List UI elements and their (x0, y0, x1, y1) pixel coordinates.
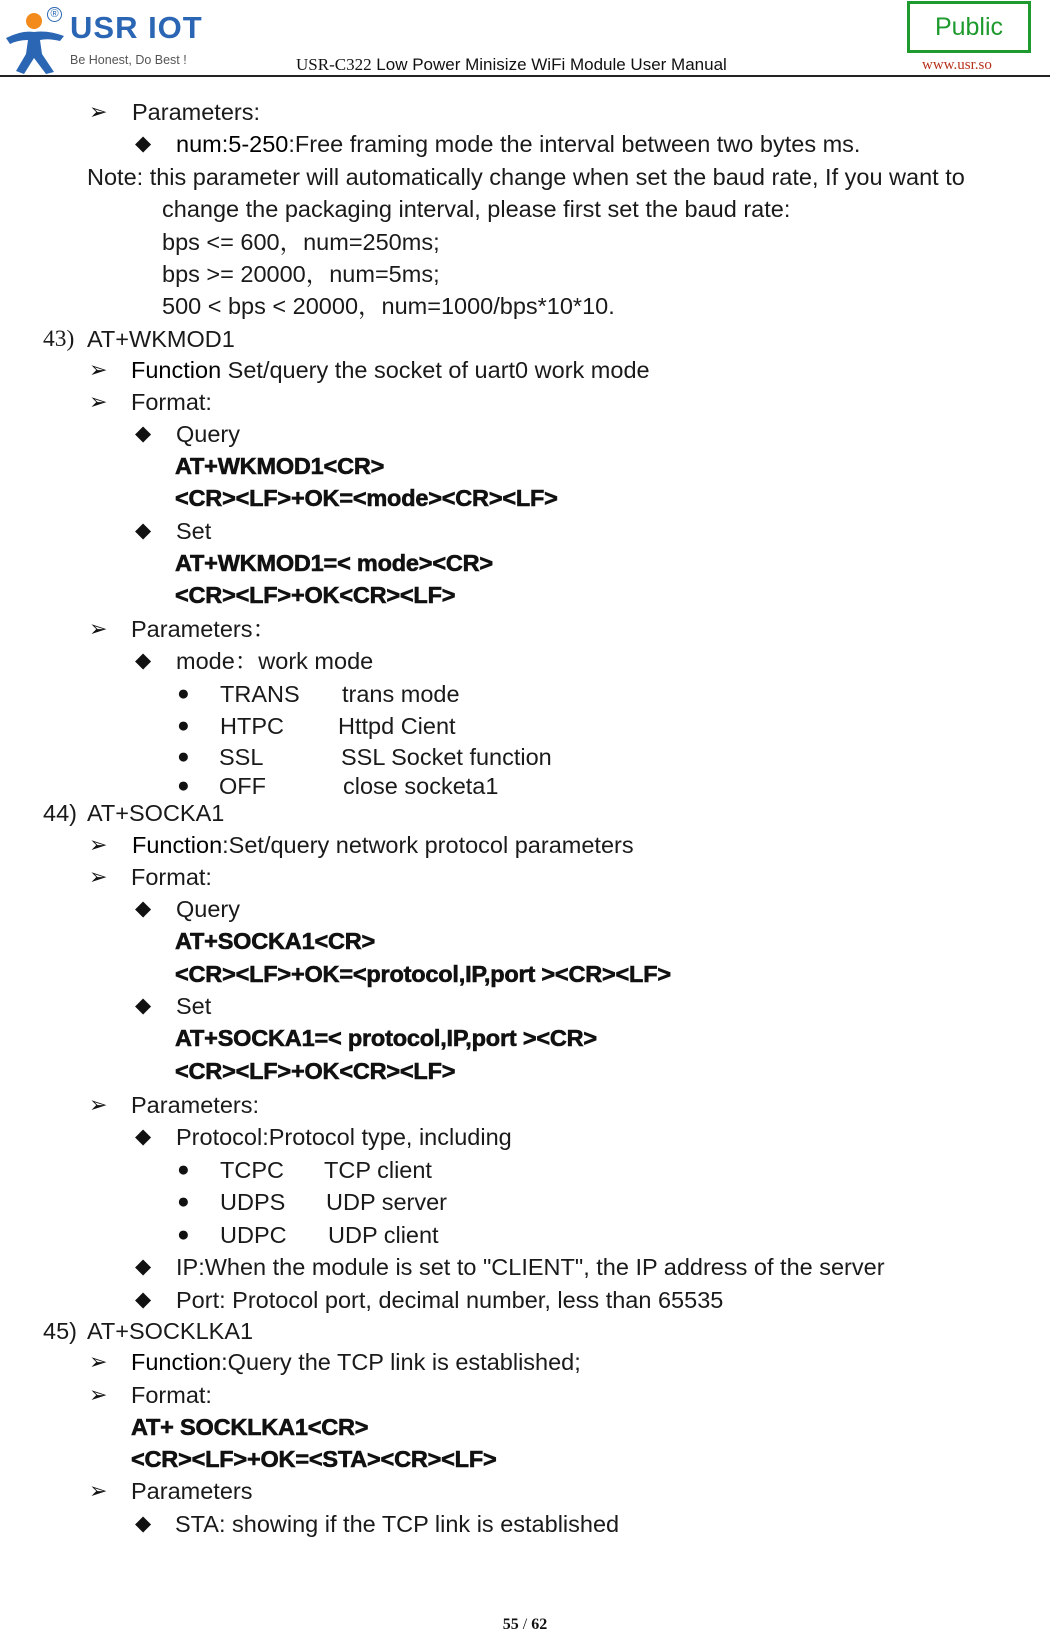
arrow-bullet-icon: ➢ (89, 616, 108, 641)
dot-bullet-icon: ● (177, 714, 190, 737)
section-43-format-label: Format: (131, 389, 212, 415)
section-44-protocol-label: Protocol:Protocol type, including (176, 1124, 512, 1150)
diamond-bullet-icon: ◆ (135, 1255, 152, 1278)
section-44-port-desc: Port: Protocol port, decimal number, less than 65535 (176, 1287, 724, 1313)
function-label: Function (132, 832, 223, 858)
diamond-bullet-icon: ◆ (135, 422, 152, 445)
section-43-query-label: Query (176, 421, 240, 447)
dot-bullet-icon: ● (177, 682, 190, 705)
function-text: Set/query the socket of uart0 work mode (221, 357, 650, 383)
arrow-bullet-icon: ➢ (89, 389, 108, 414)
dot-bullet-icon: ● (177, 774, 190, 797)
mode-desc: close socketa1 (343, 773, 499, 799)
protocol-name: TCPC (220, 1157, 284, 1183)
section-44-set-label: Set (176, 993, 212, 1019)
website-link[interactable]: www.usr.so (922, 57, 992, 73)
diamond-bullet-icon: ◆ (135, 897, 152, 920)
section-43-title: AT+WKMOD1 (87, 326, 235, 352)
num-label: num:5-250 (176, 131, 289, 157)
section-45-function (131, 1351, 581, 1375)
mode-name: OFF (219, 773, 266, 799)
page-footer (0, 1616, 1050, 1634)
section-45-number: 45) (43, 1318, 77, 1344)
page-number: 55 (502, 1616, 519, 1633)
diamond-bullet-icon: ◆ (135, 1288, 152, 1311)
dot-bullet-icon: ● (177, 745, 190, 768)
baud-rule-1: bps <= 600，num=250ms; (162, 229, 440, 255)
public-badge: Public (907, 1, 1031, 53)
title-rest: Low Power Minisize WiFi Module User Manual (371, 55, 727, 74)
brand-name: USR IOT (70, 10, 203, 45)
mode-name: HTPC (220, 713, 284, 739)
section-43-number: 43) (43, 326, 75, 352)
diamond-bullet-icon: ◆ (135, 1512, 152, 1535)
section-45-resp: <CR><LF>+OK=<STA><CR><LF> (131, 1446, 497, 1472)
baud-rule-2: bps >= 20000，num=5ms; (162, 261, 440, 287)
dot-bullet-icon: ● (177, 1158, 190, 1181)
diamond-bullet-icon: ◆ (135, 519, 152, 542)
section-45-params-label: Parameters (131, 1478, 253, 1504)
title-model: USR-C322 (296, 55, 372, 74)
arrow-bullet-icon: ➢ (89, 1349, 108, 1374)
page-separator: / (518, 1616, 532, 1633)
section-43-set-label: Set (176, 518, 212, 544)
diamond-bullet-icon: ◆ (135, 994, 152, 1017)
function-label: Function (131, 357, 222, 383)
arrow-bullet-icon: ➢ (89, 1478, 108, 1503)
arrow-bullet-icon: ➢ (89, 357, 108, 382)
page-header (0, 0, 1050, 78)
arrow-bullet-icon: ➢ (89, 1092, 108, 1117)
section-45-title: AT+SOCKLKA1 (87, 1318, 254, 1344)
document-title (296, 55, 727, 75)
protocol-name: UDPC (220, 1222, 287, 1248)
section-43-set-cmd: AT+WKMOD1=< mode><CR> (175, 550, 493, 576)
function-label: Function (131, 1349, 222, 1375)
mode-name: TRANS (220, 681, 300, 707)
section-44-query-cmd: AT+SOCKA1<CR> (175, 928, 376, 954)
section-43-mode-label: mode：work mode (176, 648, 374, 674)
protocol-desc: TCP client (324, 1157, 432, 1183)
section-45-format-label: Format: (131, 1382, 212, 1408)
section-45-cmd: AT+ SOCKLKA1<CR> (131, 1414, 369, 1440)
section-44-title: AT+SOCKA1 (87, 800, 225, 826)
section-44-set-cmd: AT+SOCKA1=< protocol,IP,port ><CR> (175, 1025, 597, 1051)
note-line-2: change the packaging interval, please first set the baud rate: (162, 196, 791, 222)
section-44-function (132, 834, 634, 858)
diamond-bullet-icon: ◆ (135, 132, 152, 155)
protocol-name: UDPS (220, 1189, 286, 1215)
section-43-function (131, 359, 650, 383)
dot-bullet-icon: ● (177, 1190, 190, 1213)
protocol-desc: UDP client (328, 1222, 439, 1248)
section-45-sta-desc: STA: showing if the TCP link is established (175, 1511, 620, 1537)
section-44-query-label: Query (176, 896, 240, 922)
diamond-bullet-icon: ◆ (135, 649, 152, 672)
section-43-set-resp: <CR><LF>+OK<CR><LF> (175, 582, 456, 608)
dot-bullet-icon: ● (177, 1223, 190, 1246)
arrow-bullet-icon: ➢ (89, 1382, 108, 1407)
note-line-1: Note: this parameter will automatically change when set the baud rate, If you want to (87, 164, 965, 190)
mode-name: SSL (219, 744, 264, 770)
section-44-query-resp: <CR><LF>+OK=<protocol,IP,port ><CR><LF> (175, 961, 671, 987)
function-text: :Set/query network protocol parameters (222, 832, 634, 858)
section-44-set-resp: <CR><LF>+OK<CR><LF> (175, 1058, 456, 1084)
protocol-desc: UDP server (326, 1189, 448, 1215)
function-text: :Query the TCP link is established; (221, 1349, 581, 1375)
prev-params-label: Parameters: (132, 99, 260, 125)
page-total: 62 (531, 1616, 548, 1633)
mode-desc: Httpd Cient (338, 713, 456, 739)
brand-slogan: Be Honest, Do Best ! (70, 53, 187, 67)
section-43-params-label: Parameters： (131, 616, 276, 642)
prev-num-param (176, 133, 860, 157)
num-desc: :Free framing mode the interval between two bytes ms. (288, 131, 861, 157)
diamond-bullet-icon: ◆ (135, 1125, 152, 1148)
section-44-format-label: Format: (131, 864, 212, 890)
baud-rule-3: 500 < bps < 20000，num=1000/bps*10*10. (162, 293, 615, 319)
mode-desc: SSL Socket function (341, 744, 552, 770)
section-44-number: 44) (43, 800, 77, 826)
header-rule (0, 75, 1050, 77)
arrow-bullet-icon: ➢ (89, 832, 108, 857)
section-43-query-cmd: AT+WKMOD1<CR> (175, 453, 385, 479)
arrow-bullet-icon: ➢ (89, 864, 108, 889)
arrow-bullet-icon: ➢ (89, 99, 108, 124)
section-43-query-resp: <CR><LF>+OK=<mode><CR><LF> (175, 485, 558, 511)
registered-mark: ® (47, 7, 62, 22)
mode-desc: trans mode (342, 681, 460, 707)
section-44-params-label: Parameters: (131, 1092, 259, 1118)
section-44-ip-desc: IP:When the module is set to "CLIENT", the IP address of the server (176, 1254, 885, 1280)
